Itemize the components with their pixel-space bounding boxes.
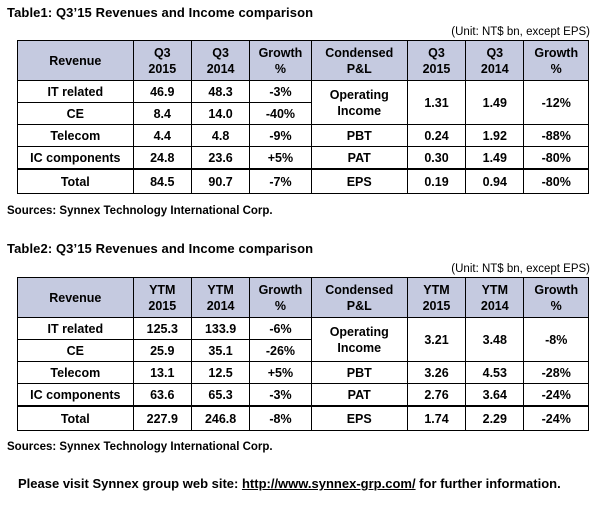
table-row — [18, 384, 589, 407]
cell: -6% — [250, 318, 311, 340]
cell: 2.76 — [407, 384, 465, 407]
cell: +5% — [250, 147, 311, 170]
row-label: CE — [18, 103, 134, 125]
cell: -3% — [250, 81, 311, 103]
cell: 3.21 — [407, 318, 465, 362]
table2 — [17, 277, 589, 431]
cell: 3.48 — [466, 318, 524, 362]
table-total-row — [18, 169, 589, 194]
row-label: Operating Income — [311, 318, 407, 362]
table-row — [18, 318, 589, 340]
row-label: IC components — [18, 147, 134, 170]
cell: -8% — [524, 318, 589, 362]
row-label: Telecom — [18, 125, 134, 147]
website-note-text-after: for further information. — [415, 476, 561, 491]
cell: 14.0 — [191, 103, 249, 125]
cell: 12.5 — [191, 362, 249, 384]
cell: -24% — [524, 406, 589, 431]
cell: 4.4 — [133, 125, 191, 147]
cell: 84.5 — [133, 169, 191, 194]
col-header: Q3 2015 — [133, 41, 191, 81]
table2-header-row — [18, 278, 589, 318]
cell: 63.6 — [133, 384, 191, 407]
row-label: IC components — [18, 384, 134, 407]
cell: -8% — [250, 406, 311, 431]
pl-header: Condensed P&L — [311, 278, 407, 318]
table-row — [18, 81, 589, 103]
cell: 90.7 — [191, 169, 249, 194]
table1-source: Sources: Synnex Technology International Corp. — [7, 205, 273, 217]
row-label: EPS — [311, 169, 407, 194]
table-row — [18, 147, 589, 170]
cell: -9% — [250, 125, 311, 147]
row-label: IT related — [18, 81, 134, 103]
row-label: Operating Income — [311, 81, 407, 125]
cell: 1.49 — [466, 81, 524, 125]
table1-title: Table1: Q3’15 Revenues and Income comparison — [7, 5, 314, 20]
cell: -7% — [250, 169, 311, 194]
cell: 246.8 — [191, 406, 249, 431]
cell: 227.9 — [133, 406, 191, 431]
cell: 1.31 — [407, 81, 465, 125]
row-label: PAT — [311, 384, 407, 407]
cell: +5% — [250, 362, 311, 384]
cell: 0.19 — [407, 169, 465, 194]
website-note — [18, 475, 583, 493]
row-label: CE — [18, 340, 134, 362]
cell: 25.9 — [133, 340, 191, 362]
cell: 0.30 — [407, 147, 465, 170]
row-label: PAT — [311, 147, 407, 170]
pl-header: Condensed P&L — [311, 41, 407, 81]
cell: 2.29 — [466, 406, 524, 431]
row-label: Total — [18, 169, 134, 194]
cell: -28% — [524, 362, 589, 384]
cell: 4.53 — [466, 362, 524, 384]
cell: 1.74 — [407, 406, 465, 431]
cell: -26% — [250, 340, 311, 362]
cell: -3% — [250, 384, 311, 407]
row-label: Telecom — [18, 362, 134, 384]
table1-header-row — [18, 41, 589, 81]
cell: -80% — [524, 169, 589, 194]
cell: 1.92 — [466, 125, 524, 147]
col-header: YTM 2015 — [133, 278, 191, 318]
row-label: PBT — [311, 362, 407, 384]
col-header: Growth % — [524, 278, 589, 318]
cell: 65.3 — [191, 384, 249, 407]
table2-unit-note: (Unit: NT$ bn, except EPS) — [451, 263, 590, 275]
cell: 13.1 — [133, 362, 191, 384]
cell: 1.49 — [466, 147, 524, 170]
table1-unit-note: (Unit: NT$ bn, except EPS) — [451, 26, 590, 38]
row-label: Total — [18, 406, 134, 431]
col-header: YTM 2014 — [191, 278, 249, 318]
cell: 46.9 — [133, 81, 191, 103]
cell: 48.3 — [191, 81, 249, 103]
cell: 23.6 — [191, 147, 249, 170]
col-header: Growth % — [250, 278, 311, 318]
cell: -80% — [524, 147, 589, 170]
cell: 0.24 — [407, 125, 465, 147]
col-header: Q3 2015 — [407, 41, 465, 81]
table-row — [18, 362, 589, 384]
col-header: YTM 2015 — [407, 278, 465, 318]
table-total-row — [18, 406, 589, 431]
cell: -88% — [524, 125, 589, 147]
website-link[interactable]: http://www.synnex-grp.com/ — [241, 476, 416, 491]
table-row — [18, 125, 589, 147]
website-note-text: Please visit Synnex group web site: — [18, 476, 242, 491]
cell: 125.3 — [133, 318, 191, 340]
col-header: Q3 2014 — [466, 41, 524, 81]
cell: 8.4 — [133, 103, 191, 125]
cell: 35.1 — [191, 340, 249, 362]
cell: 0.94 — [466, 169, 524, 194]
col-header: Growth % — [250, 41, 311, 81]
cell: 3.26 — [407, 362, 465, 384]
col-header: YTM 2014 — [466, 278, 524, 318]
cell: 4.8 — [191, 125, 249, 147]
col-header: Q3 2014 — [191, 41, 249, 81]
cell: -12% — [524, 81, 589, 125]
cell: -24% — [524, 384, 589, 407]
row-label: PBT — [311, 125, 407, 147]
table2-source: Sources: Synnex Technology International Corp. — [7, 441, 273, 453]
cell: 3.64 — [466, 384, 524, 407]
row-label: IT related — [18, 318, 134, 340]
revenue-header: Revenue — [18, 278, 134, 318]
cell: 133.9 — [191, 318, 249, 340]
cell: 24.8 — [133, 147, 191, 170]
table1 — [17, 40, 589, 194]
col-header: Growth % — [524, 41, 589, 81]
revenue-header: Revenue — [18, 41, 134, 81]
table2-title: Table2: Q3’15 Revenues and Income comparison — [7, 241, 314, 256]
row-label: EPS — [311, 406, 407, 431]
cell: -40% — [250, 103, 311, 125]
